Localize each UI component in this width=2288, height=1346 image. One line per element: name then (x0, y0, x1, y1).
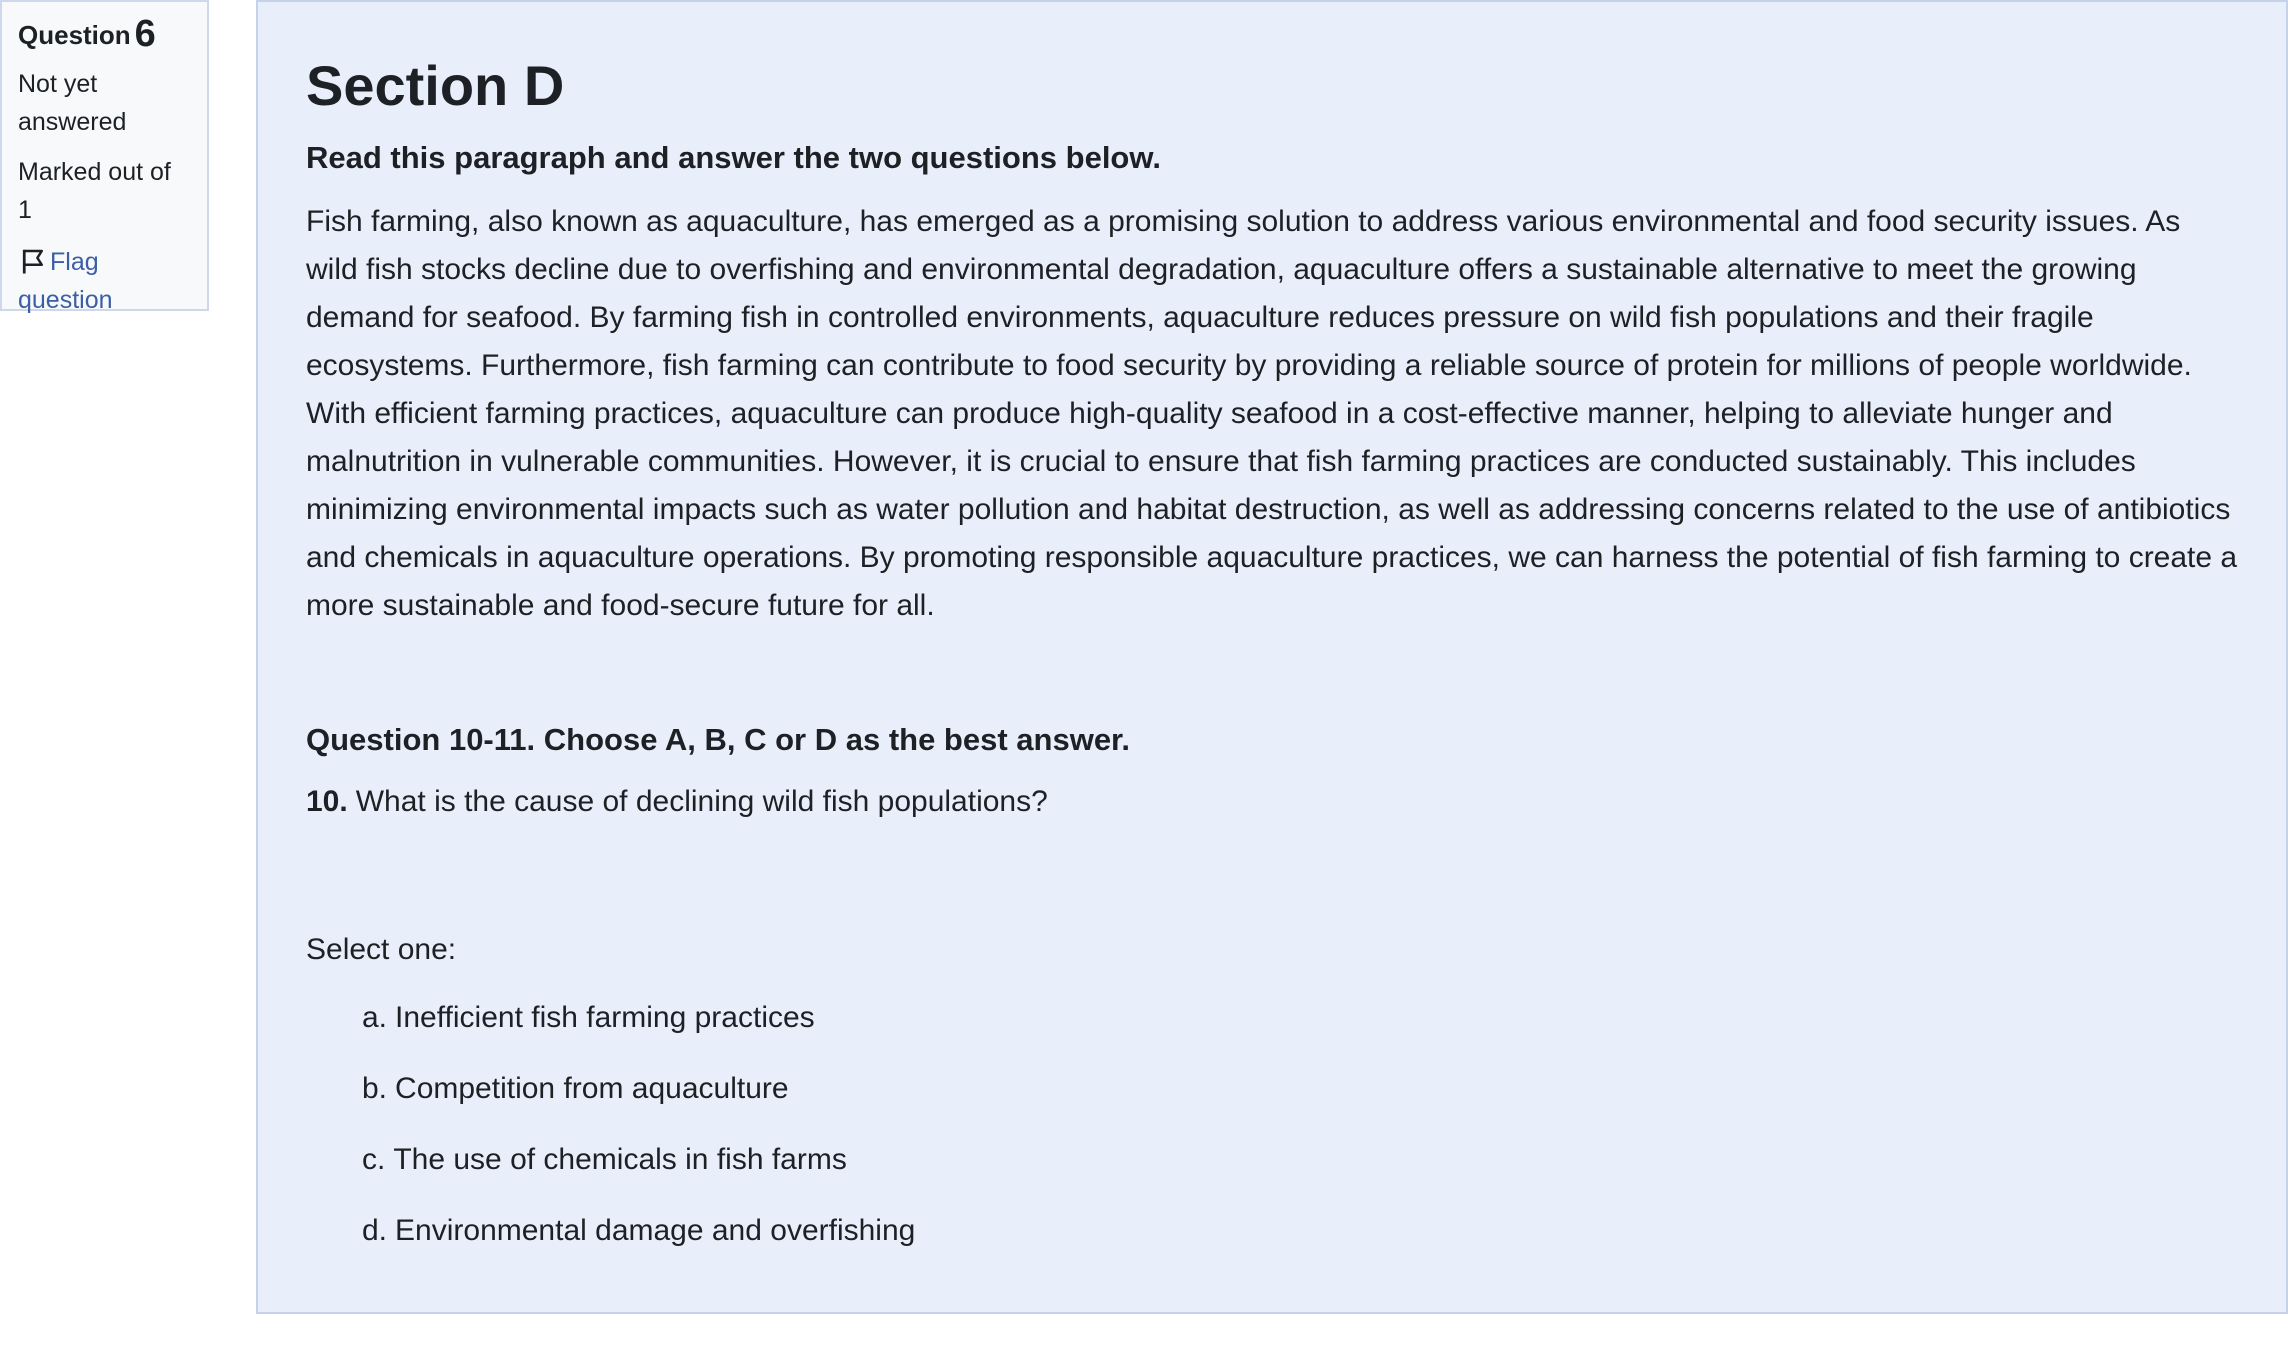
answer-options (306, 998, 2238, 1251)
option-letter: d. (362, 1214, 388, 1247)
flag-question-label: Flag question (18, 248, 113, 314)
question-content (256, 0, 2288, 1314)
question-text-line (306, 782, 2238, 822)
answer-option-a[interactable] (362, 998, 2238, 1038)
select-one-prompt: Select one: (306, 933, 457, 966)
option-text: Competition from aquaculture (395, 1072, 789, 1105)
question-text-number: 10. (306, 785, 348, 818)
answer-option-b[interactable] (362, 1069, 2238, 1109)
option-letter: a. (362, 1001, 388, 1034)
flag-question-link[interactable] (18, 243, 191, 319)
question-state: Not yet answered (18, 70, 127, 136)
question-number: 6 (134, 13, 156, 55)
answer-option-d[interactable] (362, 1211, 2238, 1251)
question-grade: Marked out of 1 (18, 158, 171, 224)
option-letter: c. (362, 1143, 386, 1176)
question-label: Question (18, 20, 131, 50)
question-number-heading (18, 14, 191, 55)
option-text: The use of chemicals in fish farms (393, 1143, 847, 1176)
section-title: Section D (306, 54, 565, 117)
question-heading: Question 10-11. Choose A, B, C or D as the best answer. (306, 722, 1131, 757)
question-text: What is the cause of declining wild fish populations? (355, 785, 1048, 818)
option-text: Inefficient fish farming practices (395, 1001, 815, 1034)
reading-paragraph: Fish farming, also known as aquaculture, has emerged as a promising solution to address various environmental and food security issues. As wild fish stocks decline due to overfishing and environmental degradation, aquaculture offers a sustainable alternative to meet the growing demand for seafood. By farming fish in controlled environments, aquaculture reduces pressure on wild fish populations and their fragile ecosystems. Furthermore, fish farming can contribute to food security by providing a reliable source of protein for millions of people worldwide. With efficient farming practices, aquaculture can produce high-quality seafood in a cost-effective manner, helping to alleviate hunger and malnutrition in vulnerable communities. However, it is crucial to ensure that fish farming practices are conducted sustainably. This includes minimizing environmental impacts such as water pollution and habitat destruction, as well as addressing concerns related to the use of antibiotics and chemicals in aquaculture operations. By promoting responsible aquaculture practices, we can harness the potential of fish farming to create a more sustainable and food-secure future for all. (306, 205, 2238, 622)
answer-option-c[interactable] (362, 1140, 2238, 1180)
option-letter: b. (362, 1072, 388, 1105)
option-text: Environmental damage and overfishing (395, 1214, 916, 1247)
flag-icon (18, 248, 50, 276)
instruction-text: Read this paragraph and answer the two questions below. (306, 140, 1161, 175)
question-info-panel (0, 0, 209, 314)
